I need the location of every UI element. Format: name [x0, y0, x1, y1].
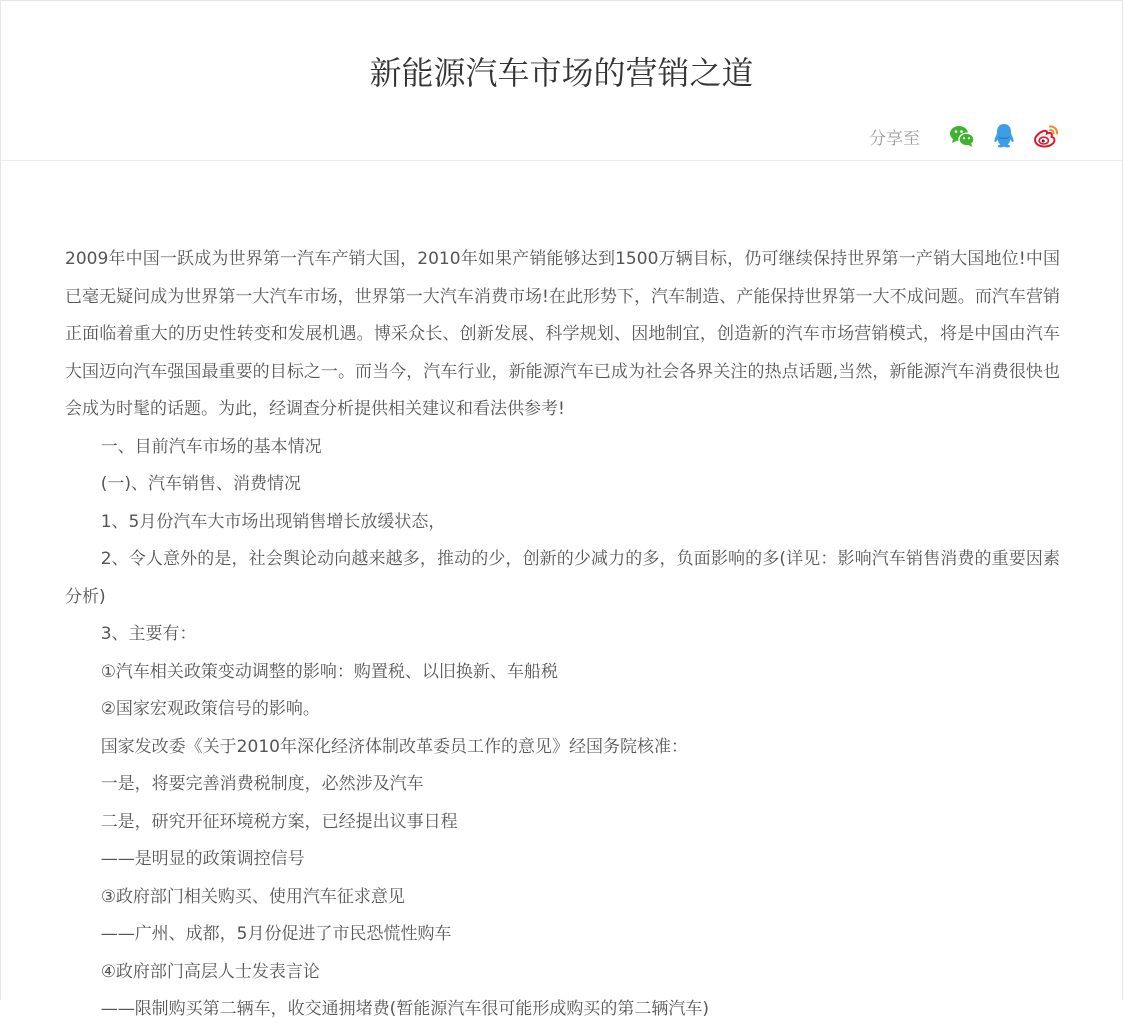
- paragraph: ③政府部门相关购买、使用汽车征求意见: [100, 886, 405, 907]
- share-label: 分享至: [869, 128, 920, 149]
- paragraph: ④政府部门高层人士发表言论: [100, 961, 320, 982]
- paragraph: ②国家宏观政策信号的影响。: [100, 699, 320, 719]
- paragraph: 一是，将要完善消费税制度，必然涉及汽车: [100, 774, 424, 794]
- paragraph: ①汽车相关政策变动调整的影响：购置税、以旧换新、车船税: [100, 661, 558, 682]
- paragraph: 国家发改委《关于2010年深化经济体制改革委员工作的意见》经国务院核准：: [100, 736, 688, 757]
- paragraph: 2、令人意外的是，社会舆论动向越来越多，推动的少，创新的少减力的多，负面影响的多(详见：影响汽车销售消费的重要因素分析): [65, 549, 1060, 607]
- article-title: 新能源汽车市场的营销之道: [369, 54, 754, 92]
- paragraph: ——是明显的政策调控信号: [100, 849, 305, 869]
- article-body: [1, 161, 1122, 1029]
- subsection-heading: (一)、汽车销售、消费情况: [100, 474, 301, 494]
- paragraph: ——限制购买第二辆车，收交通拥堵费(暂能源汽车很可能形成购买的第二辆汽车): [100, 999, 709, 1019]
- section-heading: 一、目前汽车市场的基本情况: [100, 436, 322, 457]
- paragraph: 3、主要有：: [100, 624, 197, 644]
- paragraph: 1、5月份汽车大市场出现销售增长放缓状态，: [100, 511, 446, 532]
- share-bar: [869, 122, 1060, 150]
- paragraph-intro: 2009年中国一跃成为世界第一汽车产销大国，2010年如果产销能够达到1500万辆目标，仍可继续保持世界第一产销大国地位!中国已毫无疑问成为世界第一大汽车市场，世界第一大汽车消费市场!在此形势下，汽车制造、产能保持世界第一大不成问题。而汽车营销正面临着重大的历史性转变和发展机遇。博采众长、创新发展、科学规划、因地制宜，创造新的汽车市场营销模式，将是中国由汽车大国迈向汽车强国最重要的目标之一。而当今，汽车行业，新能源汽车已成为社会各界关注的热点话题,当然，新能源汽车消费很快也会成为时髦的话题。为此，经调查分析提供相关建议和看法供参考!: [65, 249, 1060, 419]
- weibo-icon[interactable]: [1032, 122, 1060, 150]
- article-header: [1, 1, 1122, 161]
- wechat-icon[interactable]: [948, 122, 976, 150]
- paragraph: ——广州、成都，5月份促进了市民恐慌性购车: [100, 924, 452, 944]
- paragraph: 二是，研究开征环境税方案，已经提出议事日程: [100, 811, 458, 832]
- qq-icon[interactable]: [990, 122, 1018, 150]
